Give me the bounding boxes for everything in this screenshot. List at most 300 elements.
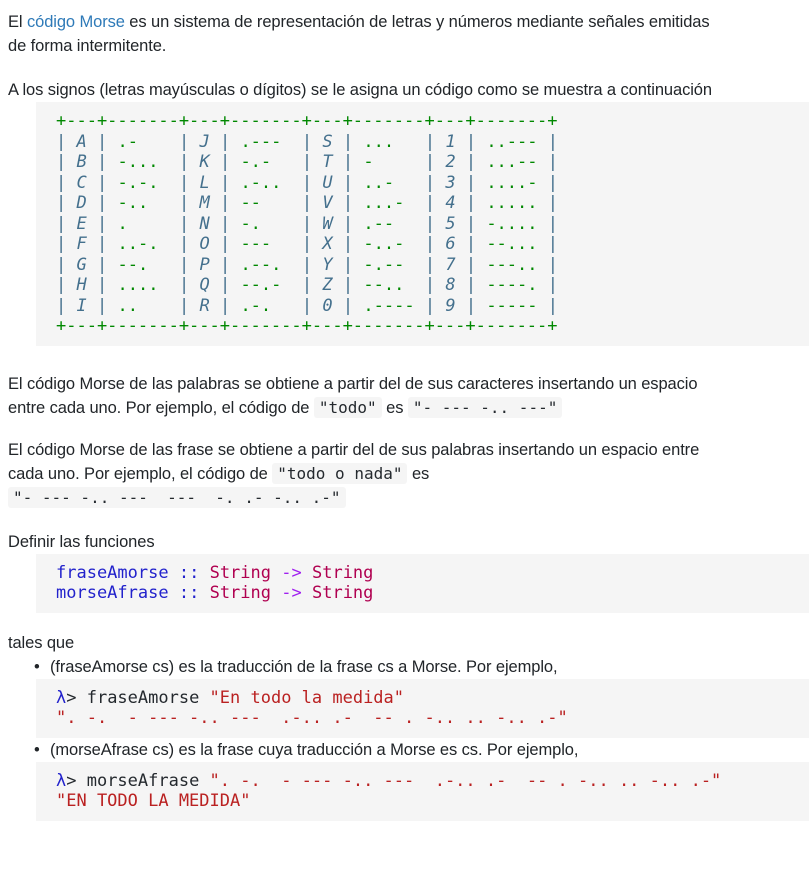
morse-table-char: | <box>219 234 231 254</box>
morse-table-char: --. <box>117 254 149 275</box>
bullet-icon: • <box>34 657 40 676</box>
morse-table-symbol: V <box>322 193 333 213</box>
morse-table-char: | <box>219 213 231 234</box>
morse-table-char: | <box>97 152 108 172</box>
morse-table-char: | <box>342 234 354 254</box>
morse-table-char: | <box>342 213 354 234</box>
morse-table-char: .- <box>117 131 138 152</box>
segment-plain <box>271 563 281 583</box>
segment-plain: > fraseAmorse <box>66 687 210 708</box>
segment-plain <box>199 563 209 583</box>
morse-table-char: -.... <box>486 213 538 234</box>
morse-table-char <box>538 173 548 193</box>
morse-table-char <box>107 193 117 213</box>
segment-plain <box>302 583 312 603</box>
morse-table-char <box>333 152 343 172</box>
morse-table-char <box>476 296 486 316</box>
morse-table-char <box>210 173 220 193</box>
morse-table-char <box>66 193 76 213</box>
morse-table-symbol: 9 <box>445 295 456 316</box>
morse-table-char: | <box>178 193 190 213</box>
morse-table-symbol: M <box>199 193 210 213</box>
morse-table-char: | <box>219 275 231 295</box>
morse-table-symbol: J <box>199 131 210 152</box>
morse-table-char <box>210 132 220 152</box>
morse-table-char: | <box>219 193 231 213</box>
morse-table-char <box>87 193 97 213</box>
morse-table-char <box>538 214 548 234</box>
morse-table-char: | <box>424 172 436 193</box>
morse-table-char: | <box>547 275 558 295</box>
list-item-fraseAmorse <box>34 655 799 679</box>
morse-table-char <box>404 234 424 254</box>
morse-table-symbol: K <box>199 152 210 172</box>
morse-table-char: ..... <box>486 193 538 213</box>
morse-table-char: | <box>424 275 436 295</box>
morse-table-char <box>435 234 445 254</box>
morse-table-char <box>148 193 179 213</box>
morse-table-char <box>353 275 363 295</box>
morse-table-symbol: 2 <box>445 152 456 172</box>
morse-table-char <box>312 275 322 295</box>
morse-table-char <box>158 152 178 172</box>
morse-table-char: | <box>56 295 67 316</box>
morse-table-char <box>538 234 548 254</box>
morse-table-char <box>281 255 301 275</box>
morse-table-char <box>138 296 179 316</box>
morse-table-char: | <box>301 275 313 295</box>
morse-table-char <box>353 132 363 152</box>
repl-prompt-lambda: λ <box>56 687 67 708</box>
morse-table-char <box>538 152 548 172</box>
morse-table-char: | <box>219 172 231 193</box>
segment-str: "EN TODO LA MEDIDA" <box>56 791 251 811</box>
morse-table-char: -.- <box>240 152 272 172</box>
morse-table-char: | <box>97 131 108 152</box>
morse-table-code-block <box>36 102 809 346</box>
morse-table-char <box>87 275 97 295</box>
segment-op: :: <box>178 583 200 603</box>
morse-table-symbol: O <box>199 234 210 254</box>
morse-table-char <box>230 296 240 316</box>
morse-table-char: .-.. <box>240 172 282 193</box>
morse-table-char <box>189 296 199 316</box>
morse-table-char: -.-- <box>363 254 405 275</box>
morse-table-char <box>456 275 466 295</box>
morse-table-char: ...-- <box>486 152 538 172</box>
morse-table-char: | <box>56 152 67 172</box>
morse-table-char <box>189 152 199 172</box>
morse-table-char: | <box>219 152 231 172</box>
morse-table-char <box>394 214 425 234</box>
morse-table-char <box>435 132 445 152</box>
morse-table-char <box>230 214 240 234</box>
morse-table-char <box>404 275 424 295</box>
morse-table-char: | <box>301 254 313 275</box>
morse-table-char <box>230 132 240 152</box>
list-item-fraseAmorse-text: (fraseAmorse cs) es la traducción de la frase cs a Morse. Por ejemplo, <box>50 657 558 676</box>
morse-table-char: --... <box>486 234 538 254</box>
morse-table-char <box>476 173 486 193</box>
morse-table-char <box>476 152 486 172</box>
morse-table-symbol: U <box>322 172 333 193</box>
morse-table-char: --.- <box>240 275 282 295</box>
morse-table-char <box>87 214 97 234</box>
morse-table-char <box>353 173 363 193</box>
morse-table-char <box>210 193 220 213</box>
segment-arrow: -> <box>281 562 302 583</box>
segment-plain <box>169 583 179 603</box>
morse-table-symbol: X <box>322 234 333 254</box>
morse-table-char: .... <box>117 275 159 295</box>
morse-table-char <box>281 275 301 295</box>
morse-table-char: | <box>301 172 313 193</box>
morse-table-char: | <box>547 172 558 193</box>
morse-table-symbol: E <box>76 213 87 234</box>
morse-table-char: | <box>465 193 477 213</box>
morse-table-char: | <box>342 295 354 316</box>
morse-table-char <box>189 275 199 295</box>
segment-text: es <box>381 398 408 417</box>
morse-table-char: | <box>301 213 313 234</box>
paragraph-phrase-rule <box>8 438 799 510</box>
morse-table-char: | <box>465 234 477 254</box>
morse-table-char <box>189 234 199 254</box>
segment-plain <box>169 563 179 583</box>
morse-table-char <box>230 193 240 213</box>
morse-table-char: | <box>465 254 477 275</box>
morse-table-char: -. <box>240 213 261 234</box>
morse-table-char: | <box>465 295 477 316</box>
morse-table-symbol: P <box>199 254 210 275</box>
morse-table-symbol: 7 <box>445 254 456 275</box>
morse-table-symbol: C <box>76 172 87 193</box>
morse-table-symbol: Q <box>199 275 210 295</box>
morse-table-char: | <box>56 234 67 254</box>
morse-table-char <box>353 214 363 234</box>
morse-table-char: | <box>97 275 108 295</box>
morse-table-char: | <box>342 172 354 193</box>
morse-table-char <box>456 255 466 275</box>
morse-table-char <box>66 296 76 316</box>
morse-table-char <box>261 193 302 213</box>
segment-name: fraseAmorse <box>56 562 169 583</box>
morse-table-char <box>476 132 486 152</box>
segment-text: cada uno. Por ejemplo, el código de <box>8 464 273 483</box>
morse-table-char <box>312 193 322 213</box>
signatures-code-block <box>36 554 809 613</box>
morse-table-char: | <box>97 254 108 275</box>
list-item-morseAfrase <box>34 738 799 762</box>
morse-table-symbol: T <box>322 152 333 172</box>
morse-table-char: -... <box>117 152 159 172</box>
morse-table-char <box>66 132 76 152</box>
morse-table-char <box>538 193 548 213</box>
morse-table-char <box>312 255 322 275</box>
morse-table-symbol: L <box>199 172 210 193</box>
morse-table-char <box>435 296 445 316</box>
morse-table-char <box>374 152 425 172</box>
morse-table-char: | <box>465 131 477 152</box>
morse-table-char: | <box>465 152 477 172</box>
morse-table-char: ----. <box>486 275 538 295</box>
morse-table-symbol: 4 <box>445 193 456 213</box>
morse-table-char <box>210 255 220 275</box>
segment-text: de forma intermitente. <box>8 37 167 55</box>
morse-table-char: | <box>178 254 190 275</box>
segment-plain: > morseAfrase <box>66 770 210 791</box>
morse-table-char: .--. <box>240 254 282 275</box>
segment-op: :: <box>178 562 200 583</box>
morse-table-char <box>312 296 322 316</box>
morse-table-symbol: F <box>76 234 87 254</box>
morse-table-char <box>189 173 199 193</box>
segment-type: String <box>311 583 374 603</box>
morse-table-char: | <box>342 193 354 213</box>
morse-table-char: -..- <box>363 234 405 254</box>
morse-table-symbol: 1 <box>445 131 456 152</box>
segment-text: El código Morse de las palabras se obtiene a partir del de sus caracteres insertando un espacio <box>8 374 698 393</box>
morse-table-symbol: G <box>76 254 87 275</box>
morse-table-char: ... <box>363 131 395 152</box>
morse-table-char <box>158 234 178 254</box>
morse-table-char <box>210 152 220 172</box>
morse-table-char <box>87 255 97 275</box>
morse-table-char <box>281 173 301 193</box>
morse-table-char <box>138 132 179 152</box>
morse-table-char: +---+-------+---+-------+---+-------+---+-------+ <box>56 111 558 131</box>
morse-table-char: | <box>465 172 477 193</box>
morse-table-char: -.-. <box>117 172 159 193</box>
morse-table-char: | <box>547 295 558 316</box>
segment-type: String <box>209 583 271 603</box>
morse-table-char <box>394 173 425 193</box>
morse-table-char: +---+-------+---+-------+---+-------+---+-------+ <box>56 316 558 336</box>
morse-table-symbol: H <box>76 275 87 295</box>
morse-table-char <box>333 173 343 193</box>
morse-table-symbol: Y <box>322 254 333 275</box>
morse-table-char <box>404 193 424 213</box>
morse-table-char <box>210 296 220 316</box>
morse-table-char: | <box>219 295 231 316</box>
morse-table-char: | <box>465 213 477 234</box>
morse-table-char <box>312 234 322 254</box>
morse-table-char <box>456 234 466 254</box>
morse-table-char: | <box>424 193 436 213</box>
morse-table-char <box>189 193 199 213</box>
morse-table-char <box>281 132 301 152</box>
morse-table-char: .-- <box>363 213 395 234</box>
morse-table-char: | <box>342 152 354 172</box>
morse-table-char <box>404 255 424 275</box>
morse-table-char: ---.. <box>486 254 538 275</box>
morse-table-char <box>456 152 466 172</box>
morse-table-symbol: W <box>322 213 333 234</box>
morse-table-char <box>158 275 178 295</box>
morse-table-char <box>538 255 548 275</box>
morse-table-char <box>353 152 363 172</box>
morse-table-char: --.. <box>363 275 405 295</box>
morse-table-char <box>87 296 97 316</box>
morse-table-char <box>333 234 343 254</box>
morse-table-char: | <box>97 234 108 254</box>
morse-table-char: | <box>547 234 558 254</box>
morse-table-char: | <box>547 213 558 234</box>
segment-text: El <box>8 13 27 31</box>
morse-table-char: | <box>178 172 190 193</box>
morse-table-char <box>230 275 240 295</box>
morse-table-char <box>538 296 548 316</box>
morse-table-char <box>353 255 363 275</box>
segment-text: entre cada uno. Por ejemplo, el código de <box>8 398 314 417</box>
example-morseAfrase-code-block <box>36 762 809 821</box>
morse-table-char: | <box>97 295 108 316</box>
morse-table-char: . <box>117 213 128 234</box>
morse-table-char <box>456 132 466 152</box>
segment-str: ". -. - --- -.. --- .-.. .- -- . -.. .. -.. .-" <box>56 708 568 728</box>
morse-table-char: | <box>301 152 313 172</box>
morse-table-symbol: R <box>199 295 210 316</box>
morse-table-char <box>415 296 425 316</box>
morse-table-char <box>333 132 343 152</box>
morse-table-char <box>271 152 302 172</box>
morse-table-char: .--- <box>240 131 282 152</box>
morse-table-char: | <box>56 213 67 234</box>
morse-table-char <box>66 152 76 172</box>
morse-table-char <box>456 193 466 213</box>
morse-table-char <box>107 152 117 172</box>
morse-table-char <box>435 255 445 275</box>
morse-table-char <box>476 234 486 254</box>
morse-table-char: | <box>56 254 67 275</box>
morse-table-char: | <box>424 254 436 275</box>
segment-type: String <box>209 562 271 583</box>
morse-table-symbol: S <box>322 131 333 152</box>
morse-table-char <box>435 173 445 193</box>
morse-table-char <box>230 173 240 193</box>
morse-table-char <box>456 296 466 316</box>
morse-table-char <box>476 255 486 275</box>
morse-table-char <box>476 275 486 295</box>
morse-table-char: | <box>219 131 231 152</box>
morse-table-symbol: 3 <box>445 172 456 193</box>
morse-table-char: | <box>56 275 67 295</box>
morse-table-char <box>87 152 97 172</box>
morse-table-char: | <box>178 131 190 152</box>
morse-table-char <box>435 275 445 295</box>
segment-str: "En todo la medida" <box>209 687 405 708</box>
morse-table-char <box>312 152 322 172</box>
morse-table-char <box>312 173 322 193</box>
segment-arrow: -> <box>281 583 302 603</box>
inline-code-todo: "todo" <box>314 397 382 418</box>
morse-table-char: .. <box>117 295 138 316</box>
morse-table-char: | <box>178 234 190 254</box>
morse-table-char <box>210 275 220 295</box>
morse-table-char <box>148 255 179 275</box>
morse-table-char: | <box>178 152 190 172</box>
example-fraseAmorse-code-block <box>36 679 809 738</box>
morse-table-symbol: 6 <box>445 234 456 254</box>
morse-table-char <box>476 214 486 234</box>
morse-table-char <box>210 234 220 254</box>
morse-table-char <box>107 275 117 295</box>
list-item-morseAfrase-text: (morseAfrase cs) es la frase cuya traducción a Morse es cs. Por ejemplo, <box>50 740 579 759</box>
morse-table-char: | <box>342 275 354 295</box>
morse-table-char: | <box>342 131 354 152</box>
morse-table-symbol: B <box>76 152 87 172</box>
morse-table-char <box>394 132 425 152</box>
morse-table-char <box>230 234 240 254</box>
morse-table-char <box>158 173 178 193</box>
morse-table-char: ..-. <box>117 234 159 254</box>
morse-table-char <box>87 173 97 193</box>
paragraph-words-rule <box>8 372 799 420</box>
morse-table-char: | <box>465 275 477 295</box>
morse-table-char: ..--- <box>486 131 538 152</box>
segment-plain <box>302 563 312 583</box>
morse-table-char: | <box>178 295 190 316</box>
morse-table-char <box>107 296 117 316</box>
morse-table-char <box>107 234 117 254</box>
morse-table-char: | <box>342 254 354 275</box>
morse-table-char: .---- <box>363 295 415 316</box>
morse-table-char: | <box>301 193 313 213</box>
morse-table-char <box>538 132 548 152</box>
morse-table-char: | <box>97 172 108 193</box>
exercise-page <box>8 10 809 821</box>
paragraph-definir: Definir las funciones <box>8 532 155 551</box>
morse-table-symbol: 0 <box>322 295 333 316</box>
morse-table-char: ..- <box>363 172 395 193</box>
morse-table-symbol: 5 <box>445 213 456 234</box>
morse-table-char: ----- <box>486 295 538 316</box>
morse-table-char <box>435 152 445 172</box>
segment-text: es un sistema de representación de letras y números mediante señales emitidas <box>124 13 710 31</box>
morse-table-symbol: I <box>76 295 87 316</box>
morse-table-char: | <box>424 152 436 172</box>
morse-table-char <box>456 173 466 193</box>
paragraph-tales-que: tales que <box>8 633 75 652</box>
morse-table-char: | <box>97 193 108 213</box>
morse-table-char <box>353 296 363 316</box>
morse-table-char: | <box>424 213 436 234</box>
inline-code-todo-morse: "- --- -.. ---" <box>408 397 563 418</box>
morse-table-char <box>230 255 240 275</box>
codigo-morse-link[interactable]: código Morse <box>26 13 125 31</box>
morse-table-char: | <box>424 295 436 316</box>
morse-table-char <box>189 132 199 152</box>
morse-table-char <box>107 132 117 152</box>
morse-table-char <box>271 296 302 316</box>
morse-table-char: -.. <box>117 193 149 213</box>
morse-table-symbol: A <box>76 131 87 152</box>
segment-name: morseAfrase <box>56 583 169 603</box>
bullet-icon: • <box>34 740 40 759</box>
morse-table-char <box>333 275 343 295</box>
morse-table-char: ...- <box>363 193 405 213</box>
morse-table-symbol: 8 <box>445 275 456 295</box>
morse-table-char <box>538 275 548 295</box>
morse-table-char: | <box>219 254 231 275</box>
morse-table-char: | <box>56 193 67 213</box>
morse-table-char <box>312 214 322 234</box>
morse-table-char: --- <box>240 234 272 254</box>
morse-table-char <box>353 234 363 254</box>
segment-plain <box>199 583 209 603</box>
segment-text: es <box>407 464 430 483</box>
morse-table-char: - <box>363 152 374 172</box>
